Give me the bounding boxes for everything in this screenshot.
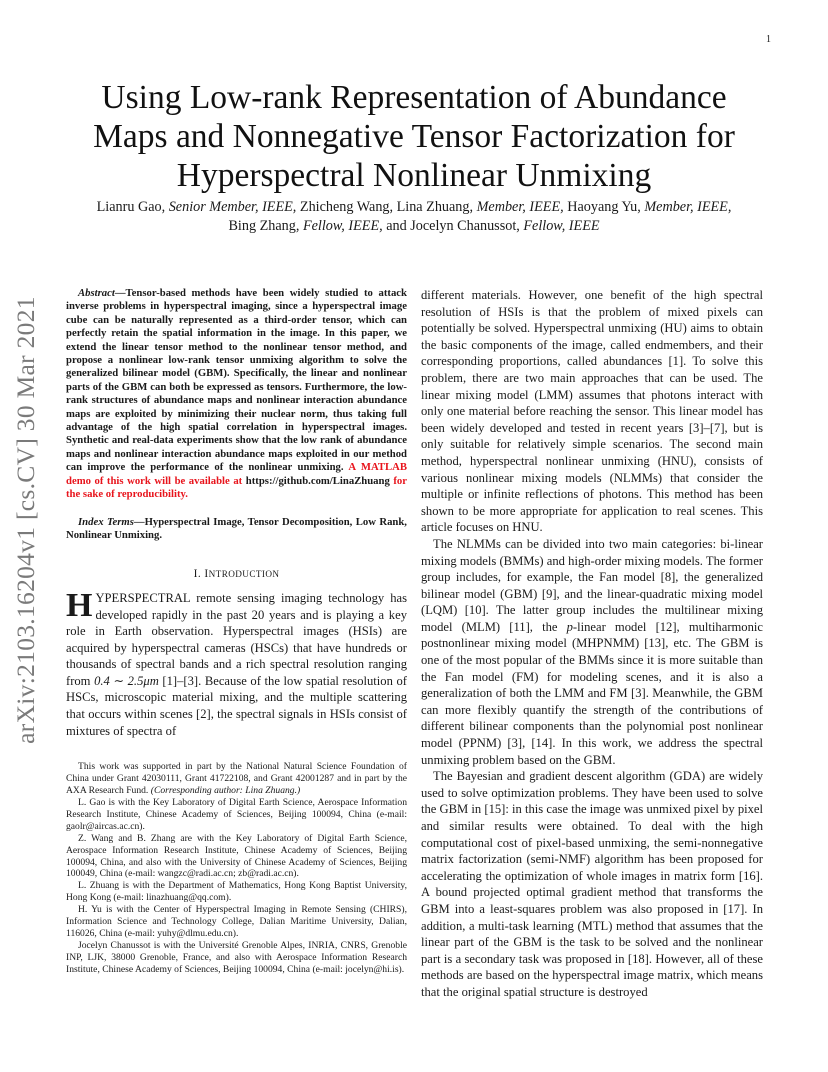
math-symbol: p	[566, 619, 573, 634]
drop-cap: H	[66, 586, 93, 624]
footnote-affiliation: Jocelyn Chanussot is with the Université Grenoble Alpes, INRIA, CNRS, Grenoble INP, LJK, 38000 Grenoble, France, and also with Aerospace Information Research Institute, Chinese Academy of Sciences, Beijing 100094, China (e-mail: jocelyn@hi.is).	[66, 939, 407, 975]
author-name: Lianru Gao,	[96, 199, 166, 215]
body-paragraph: different materials. However, one benefit of the high spectral resolution of HSIs is that the problem of mixed pixels can potentially be solved. Hyperspectral unmixing (HU) aims to obtain the basic components of the image, called endmembers, and their corresponding proportions, called abundances [1]. To solve this problem, there are two main approaches that can be used. The linear mixing model (LMM) assumes that photons interact with only one material before reaching the sensor. This linear model has been widely developed and tested in recent years [3]–[7], but is only suitable for relatively simple scenarios. The second main method, hyperspectral nonlinear unmixing (HNU), consists of various nonlinear mixing models (NLMMs) that consider the multiple or infinite reflections of photons. This method has been shown to be more appropriate for application to real scenes. This article focuses on HNU.	[421, 288, 763, 535]
author-name: and Jocelyn Chanussot,	[386, 218, 520, 234]
footnote-affiliation: L. Gao is with the Key Laboratory of Digital Earth Science, Aerospace Information Research Institute, Chinese Academy of Sciences, Beijing 100094, China (e-mail: gaolr@aircas.ac.cn).	[66, 796, 407, 832]
footnote-funding: This work was supported in part by the National Natural Science Foundation of China under Grant 42030111, Grant 41722108, and Grant 42001287 and in part by the AXA Research Fund. (Corresponding author: Lina Zhuang.)	[66, 761, 407, 797]
corresponding-author: (Corresponding author: Lina Zhuang.)	[150, 785, 301, 797]
intro-paragraph	[66, 586, 408, 739]
footnotes	[66, 761, 407, 975]
demo-notice-tail: for the sake of reproducibility.	[66, 474, 408, 501]
code-url: https://github.com/LinaZhuang	[245, 474, 390, 487]
body-paragraph: The Bayesian and gradient descent algorithm (GDA) are widely used to solve optimization problems. They have been used to solve the GBM in [15]: in this case the image was unmixed pixel by pixel and similar results were obtained. To deal with the high computational cost of pixel-based unmixing, the semi-nonnegative matrix factorization (semi-NMF) algorithm has been proposed for accelerating the optimization of whole images in matrix form [16]. A bound projected optimal gradient method that transforms the GBM into a least-squares problem was also proposed in [17]. In addition, a multi-task learning (MTL) method that assumes that the linear part of the GBM is the task to be solved and the nonlinear part is a secondary task was proposed in [18]. However, all of these methods are based on the hyperspectral image matrix, which means that the original spatial structure is destroyed	[421, 769, 763, 999]
section-title-initial: I	[204, 568, 209, 581]
author-affiliation-role: Senior Member, IEEE,	[168, 199, 297, 215]
abstract-label: Abstract	[78, 287, 115, 299]
right-column	[421, 287, 763, 1001]
author-affiliation-role: Fellow, IEEE,	[302, 218, 383, 234]
arxiv-identifier: arXiv:2103.16204v1 [cs.CV] 30 Mar 2021	[11, 295, 40, 744]
abstract-text: —Tensor-based methods have been widely studied to attack inverse problems in hyperspectral imaging, since a hyperspectral image cube can be naturally represented as a third-order tensor, which can perfectly retain the spatial information in the image. In this paper, we extend the linear tensor method to the nonlinear tensor method, and propose a nonlinear low-rank tensor unmixing algorithm to solve the generalized bilinear model (GBM). Specifically, the linear and nonlinear parts of the GBM can both be expressed as tensors. Furthermore, the low-rank structures of abundance maps and nonlinear interaction abundance maps are exploited by minimizing their nuclear norm, thus taking full advantage of the high spatial correlation in hyperspectral images. Synthetic and real-data experiments show that the low rank of abundance maps and nonlinear interaction abundance maps exploited in our method can improve the performance of the nonlinear unmixing.	[66, 287, 407, 474]
section-heading	[66, 566, 407, 583]
paper-title: Using Low-rank Representation of Abundance Maps and Nonnegative Tensor Factorization for Hyperspectral Nonlinear Unmixing	[93, 79, 735, 194]
arxiv-watermark	[6, 282, 46, 757]
intro-lead-word: YPERSPECTRAL	[95, 590, 191, 605]
author-affiliation-role: Fellow, IEEE	[523, 218, 600, 234]
body-paragraph: The NLMMs can be divided into two main categories: bi-linear mixing models (BMMs) and high-order mixing models. The former group includes, for example, the Fan model [8], the generalized bilinear model (GBM) [9], and the linear-quadratic mixing model (LQM) [10]. The latter group includes the multilinear mixing model (MLM) [11], the p-linear model [12], multiharmonic postnonlinear mixing model (MHPNMM) [13], etc. The GBM is one of the most popular of the BMMs since it is more suitable than the Fan model (FM) for modeling scenes, and it is also a generalization of both the LMM and FM [3]. Meanwhile, the GBM can more flexibly quantify the strength of the contributions of different bilinear components than the polynomial post nonlinear model (PPNM) [3], [14]. In this work, we address the spectral unmixing problem based on the GBM.	[421, 536, 763, 767]
author-name: Zhicheng Wang, Lina Zhuang,	[299, 199, 474, 215]
section-number: I.	[193, 568, 202, 581]
footnote-affiliation: Z. Wang and B. Zhang are with the Key Laboratory of Digital Earth Science, Aerospace Information Research Institute, Chinese Academy of Sciences, Beijing 100094, China, and also with the University of Chinese Academy of Sciences, Beijing 100049, China (e-mail: wangzc@radi.ac.cn; zb@radi.ac.cn).	[66, 832, 407, 880]
wavelength-range: 0.4 ∼ 2.5μm	[94, 673, 159, 688]
index-terms	[66, 516, 407, 543]
left-column	[66, 287, 407, 976]
author-affiliation-role: Member, IEEE,	[644, 199, 732, 215]
section-title-rest: NTRODUCTION	[208, 569, 280, 580]
footnote-affiliation: H. Yu is with the Center of Hyperspectral Imaging in Remote Sensing (CHIRS), Information Science and Technology College, Dalian Maritime University, Dalian, 116026, China (e-mail: yuhy@dlmu.edu.cn).	[66, 904, 407, 939]
index-terms-text: —Hyperspectral Image, Tensor Decomposition, Low Rank, Nonlinear Unmixing.	[66, 515, 407, 541]
index-terms-label: Index Terms	[78, 515, 134, 528]
demo-notice: A MATLAB demo of this work will be available at	[66, 461, 407, 487]
author-name: Haoyang Yu,	[567, 199, 641, 215]
abstract	[66, 287, 407, 502]
intro-text-cont: [1]–[3]. Because of the low spatial resolution of HSCs, microscopic material mixing, and the multiple scattering that occurs within scenes [2], the spectral signals in HSIs consist of mixtures of spectra of	[66, 673, 408, 738]
page-number: 1	[766, 34, 771, 45]
author-affiliation-role: Member, IEEE,	[476, 199, 564, 215]
intro-text: remote sensing imaging technology has developed rapidly in the past 20 years and is playing a key role in Earth observation. Hyperspectral images (HSIs) are acquired by hyperspectral cameras (HSCs) that have hundreds or thousands of spectral bands and a rich spectral resolution ranging from	[66, 590, 407, 688]
footnote-affiliation: L. Zhuang is with the Department of Mathematics, Hong Kong Baptist University, Hong Kong (e-mail: linazhuang@qq.com).	[66, 880, 407, 904]
author-name: Bing Zhang,	[228, 218, 300, 234]
author-list	[58, 198, 770, 236]
